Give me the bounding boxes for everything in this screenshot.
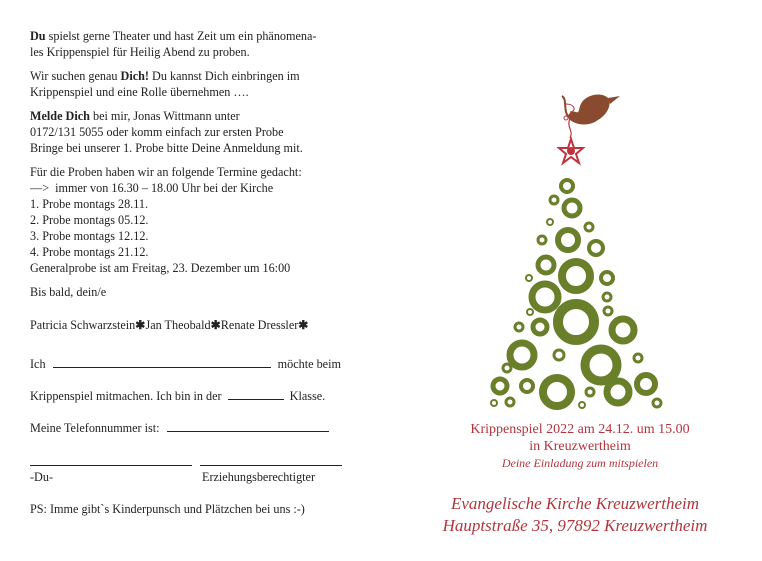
intro-bold: Du [30,29,46,43]
search-paragraph: Wir suchen genau Dich! Du kannst Dich einbringen im Krippenspiel und eine Rolle übernehmen …. [30,69,300,99]
star-separator-icon: ✱ [210,318,221,332]
event-invitation: Deine Einladung zum mitspielen [501,456,659,470]
name-field[interactable] [53,367,271,368]
phone-row: Meine Telefonnummer ist: [30,421,360,436]
guardian-label: Erziehungsberechtigter [202,470,316,484]
contact-paragraph: Melde Dich bei mir, Jonas Wittmann unter 0172/131 5055 oder komm einfach zur ersten Probe Bringe bei unserer 1. Probe bitte Deine Anmeldung mit. [30,109,303,155]
arrow-icon: —> [30,181,50,195]
bird-icon [562,95,620,138]
class-row: Krippenspiel mitmachen. Ich bin in der Klasse. [30,389,326,403]
signature-labels [30,470,360,485]
star-ornament-icon [559,139,583,163]
general-rehearsal: Generalprobe ist am Freitag, 23. Dezember um 16:00 [30,261,291,275]
flyer-text [30,28,370,341]
name-row: Ich möchte beim [30,357,341,371]
event-info [420,421,740,472]
event-title: Krippenspiel 2022 am 24.12. um 15.00 [470,422,690,437]
ps-note: PS: Imme gibt`s Kinderpunsch und Plätzchen bei uns :-) [30,502,305,516]
child-signature-line[interactable] [30,465,192,466]
rehearsal-date: 3. Probe montags 12.12. [30,229,149,243]
class-field[interactable] [228,399,284,400]
star-separator-icon: ✱ [135,318,146,332]
phone-field[interactable] [167,431,329,432]
event-location: in Kreuzwertheim [529,439,631,454]
church-address: Hauptstraße 35, 97892 Kreuzwertheim [442,516,708,535]
church-name: Evangelische Kirche Kreuzwertheim [450,494,700,513]
star-separator-icon: ✱ [298,318,309,332]
closing: Bis bald, dein/e [30,285,107,299]
organizers: Patricia Schwarzstein✱Jan Theobald✱Renate Dressler✱ [30,318,309,332]
tree-rings [491,180,661,408]
schedule-paragraph: Für die Proben haben wir an folgende Termine gedacht: —> immer von 16.30 – 18.00 Uhr bei der Kirche 1. Probe montags 28.11. 2. Probe montags 05.12. 3. Probe montags 12.12. 4. Probe montags 21.12. Generalprobe ist am Freitag, 23. Dezember um 16:00 [30,164,370,276]
rehearsal-date: 1. Probe montags 28.11. [30,197,149,211]
church-info [400,493,750,537]
rehearsal-date: 2. Probe montags 05.12. [30,213,149,227]
child-label: -Du- [30,470,54,484]
christmas-tree-illustration [470,90,670,415]
guardian-signature-line[interactable] [200,465,342,466]
rehearsal-date: 4. Probe montags 21.12. [30,245,149,259]
intro-paragraph: Du spielst gerne Theater und hast Zeit um ein phänomena- les Krippenspiel für Heilig Abend zu proben. [30,29,317,59]
